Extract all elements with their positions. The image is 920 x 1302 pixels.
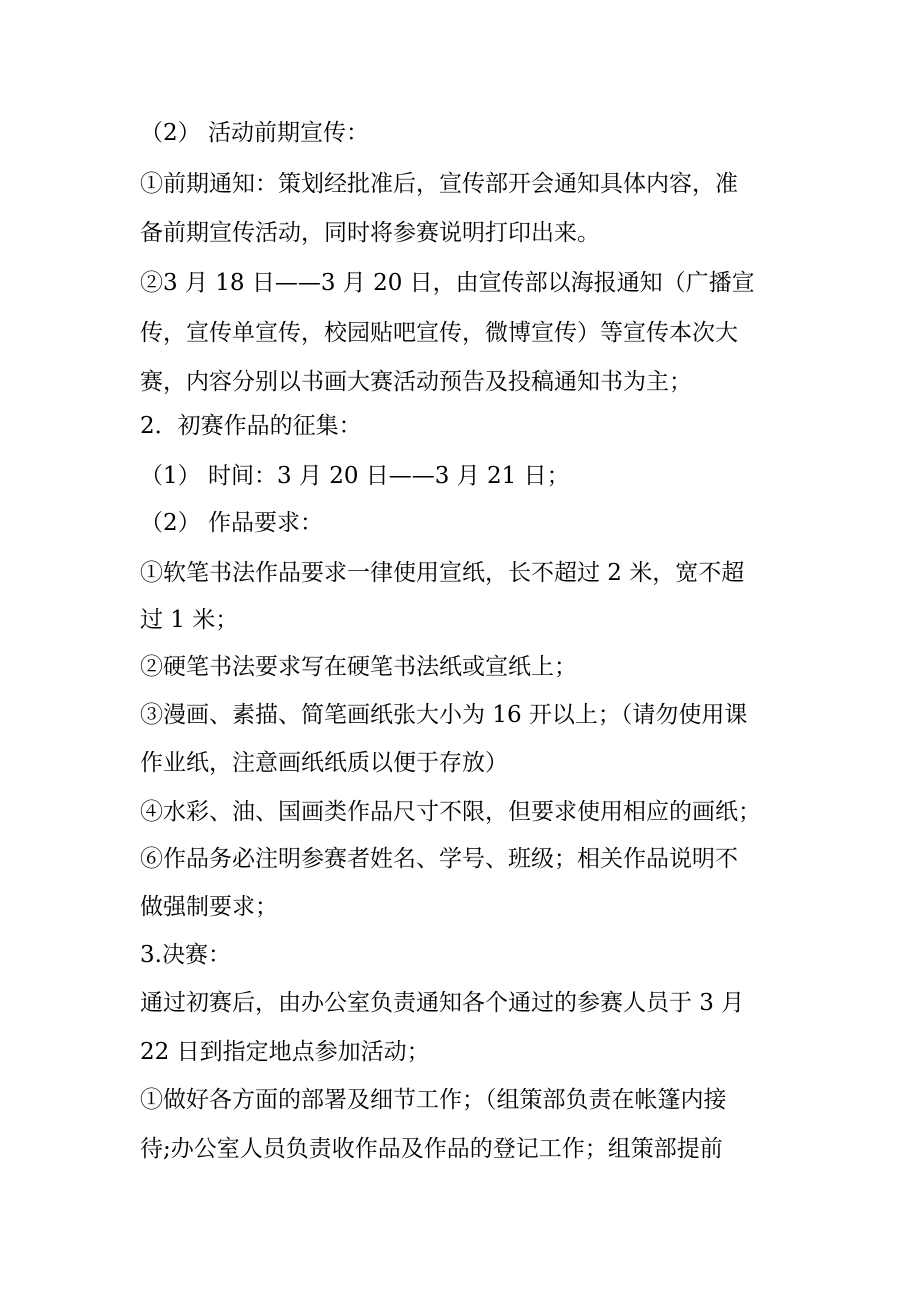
- text-line: 赛，内容分别以书画大赛活动预告及投稿通知书为主；: [140, 369, 692, 395]
- text-line: ②3 月 18 日——3 月 20 日，由宣传部以海报通知（广播宣: [140, 270, 755, 296]
- text-line: 作业纸，注意画纸纸质以便于存放）: [140, 750, 508, 776]
- text-line: ①软笔书法作品要求一律使用宣纸，长不超过 2 米，宽不超: [140, 560, 745, 586]
- section-heading: 2．初赛作品的征集：: [140, 413, 362, 439]
- text-line: ②硬笔书法要求写在硬笔书法纸或宣纸上；: [140, 654, 577, 680]
- text-line: （2） 活动前期宣传：: [140, 120, 369, 146]
- text-line: ③漫画、素描、简笔画纸张大小为 16 开以上；（请勿使用课: [140, 702, 748, 728]
- text-line: 22 日到指定地点参加活动；: [140, 1039, 430, 1065]
- text-line: 做强制要求；: [140, 894, 278, 920]
- text-line: 备前期宣传活动，同时将参赛说明打印出来。: [140, 220, 600, 246]
- text-line: 过 1 米；: [140, 607, 239, 633]
- text-line: ①做好各方面的部署及细节工作；（组策部负责在帐篷内接: [140, 1087, 727, 1113]
- text-line: ⑥作品务必注明参赛者姓名、学号、班级；相关作品说明不: [140, 846, 738, 872]
- text-line: 待;办公室人员负责收作品及作品的登记工作；组策部提前: [140, 1136, 723, 1162]
- text-line: （2） 作品要求：: [140, 510, 323, 536]
- section-heading: 3.决赛：: [140, 942, 231, 968]
- text-line: 通过初赛后，由办公室负责通知各个通过的参赛人员于 3 月: [140, 990, 745, 1016]
- text-line: （1） 时间：3 月 20 日——3 月 21 日；: [140, 463, 570, 489]
- text-line: ④水彩、油、国画类作品尺寸不限，但要求使用相应的画纸；: [140, 799, 761, 825]
- text-line: 传，宣传单宣传，校园贴吧宣传，微博宣传）等宣传本次大: [140, 320, 738, 346]
- text-line: ①前期通知：策划经批准后，宣传部开会通知具体内容，准: [140, 171, 738, 197]
